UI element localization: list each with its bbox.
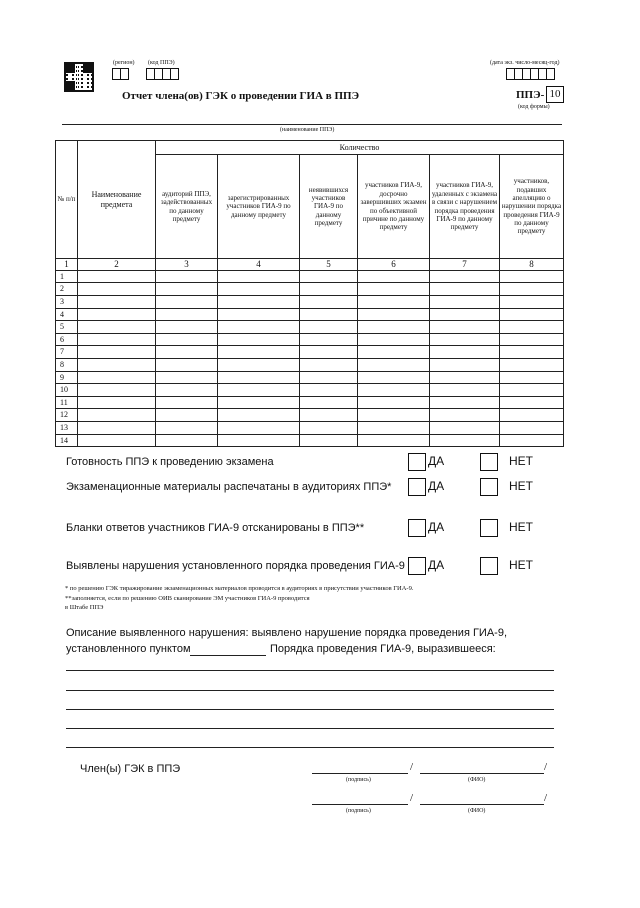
table-cell[interactable] xyxy=(430,346,500,359)
no-checkbox[interactable] xyxy=(480,519,498,537)
table-cell[interactable] xyxy=(500,396,564,409)
qr-code xyxy=(64,62,94,92)
sign-label-2: (подпись) xyxy=(346,808,371,814)
table-row xyxy=(56,308,564,321)
no-label: НЕТ xyxy=(509,479,533,493)
table-cell[interactable] xyxy=(156,371,218,384)
table-cell[interactable] xyxy=(430,434,500,447)
table-row xyxy=(56,283,564,296)
table-row xyxy=(56,295,564,308)
table-cell[interactable] xyxy=(218,333,300,346)
table-cell[interactable] xyxy=(218,346,300,359)
description-line-2[interactable] xyxy=(66,690,554,691)
table-row xyxy=(56,346,564,359)
table-cell[interactable] xyxy=(500,333,564,346)
table-cell[interactable] xyxy=(430,295,500,308)
col-number: 6 xyxy=(358,259,430,271)
no-label: НЕТ xyxy=(509,558,533,572)
table-cell[interactable] xyxy=(358,409,430,422)
table-cell[interactable] xyxy=(358,333,430,346)
row-number: 13 xyxy=(56,421,78,434)
table-cell[interactable] xyxy=(78,270,156,283)
table-cell[interactable] xyxy=(78,295,156,308)
table-cell[interactable] xyxy=(358,283,430,296)
table-row xyxy=(56,396,564,409)
table-cell[interactable] xyxy=(218,434,300,447)
table-cell[interactable] xyxy=(358,371,430,384)
table-cell[interactable] xyxy=(300,333,358,346)
description-line-1[interactable] xyxy=(66,670,554,671)
table-cell[interactable] xyxy=(500,384,564,397)
table-row xyxy=(56,321,564,334)
header-col-5: неявившихся участников ГИА-9 по данному предмету xyxy=(300,155,358,259)
table-row xyxy=(56,333,564,346)
table-cell[interactable] xyxy=(430,396,500,409)
table-cell[interactable] xyxy=(78,371,156,384)
table-cell[interactable] xyxy=(358,384,430,397)
table-row xyxy=(56,384,564,397)
row-number: 9 xyxy=(56,371,78,384)
no-checkbox[interactable] xyxy=(480,478,498,496)
table-cell[interactable] xyxy=(358,358,430,371)
row-number: 7 xyxy=(56,346,78,359)
header-col-6: участников ГИА-9, досрочно завершивших экзамен по объективной причине по данному предмету xyxy=(358,155,430,259)
table-cell[interactable] xyxy=(78,384,156,397)
table-cell[interactable] xyxy=(156,346,218,359)
footnote-2b: в Штабе ППЭ xyxy=(65,604,104,611)
col-number: 1 xyxy=(56,259,78,271)
table-cell[interactable] xyxy=(300,396,358,409)
yes-label: ДА xyxy=(428,520,445,534)
table-cell[interactable] xyxy=(156,333,218,346)
table-row xyxy=(56,434,564,447)
table-cell[interactable] xyxy=(300,283,358,296)
table-cell[interactable] xyxy=(430,333,500,346)
form-code-label: (код формы) xyxy=(518,104,550,110)
header-quantity: Количество xyxy=(156,141,564,155)
footnote-2: **заполняется, если по решению ОИВ сканирование ЭМ участников ГИА-9 проводится xyxy=(65,595,310,602)
yes-checkbox[interactable] xyxy=(408,519,426,537)
table-cell[interactable] xyxy=(358,421,430,434)
table-cell[interactable] xyxy=(430,421,500,434)
table-cell[interactable] xyxy=(218,358,300,371)
col-number: 2 xyxy=(78,259,156,271)
table-cell[interactable] xyxy=(500,434,564,447)
slash: / xyxy=(544,761,548,773)
table-cell[interactable] xyxy=(156,308,218,321)
region-boxes[interactable] xyxy=(112,68,128,80)
table-cell[interactable] xyxy=(358,308,430,321)
table-cell[interactable] xyxy=(500,358,564,371)
table-cell[interactable] xyxy=(218,409,300,422)
date-boxes[interactable] xyxy=(506,68,554,80)
page-title: Отчет члена(ов) ГЭК о проведении ГИА в ППЭ xyxy=(122,90,360,102)
table-row xyxy=(56,371,564,384)
table-cell[interactable] xyxy=(156,295,218,308)
table-cell[interactable] xyxy=(300,358,358,371)
row-number: 4 xyxy=(56,308,78,321)
question-text: Выявлены нарушения установленного порядка проведения ГИА-9 xyxy=(66,560,405,572)
table-cell[interactable] xyxy=(218,384,300,397)
col-number: 5 xyxy=(300,259,358,271)
row-number: 8 xyxy=(56,358,78,371)
slash: / xyxy=(410,761,414,773)
table-cell[interactable] xyxy=(300,409,358,422)
sign-label-1: (подпись) xyxy=(346,777,371,783)
violation-text-2b: Порядка проведения ГИА-9, выразившееся: xyxy=(270,643,496,655)
header-subject: Наименование предмета xyxy=(78,141,156,259)
row-number: 11 xyxy=(56,396,78,409)
slash: / xyxy=(410,792,414,804)
yes-checkbox[interactable] xyxy=(408,453,426,471)
table-row xyxy=(56,409,564,422)
signature-field-2[interactable] xyxy=(312,804,408,805)
gek-members-label: Член(ы) ГЭК в ППЭ xyxy=(80,763,181,775)
question-text: Экзаменационные материалы распечатаны в аудиториях ППЭ* xyxy=(66,481,392,493)
table-cell[interactable] xyxy=(300,346,358,359)
col-number: 4 xyxy=(218,259,300,271)
table-cell[interactable] xyxy=(300,321,358,334)
table-cell[interactable] xyxy=(78,358,156,371)
ppe-code-label: (код ППЭ) xyxy=(148,60,175,66)
table-cell[interactable] xyxy=(430,384,500,397)
table-cell[interactable] xyxy=(500,409,564,422)
header-col-8: участников, подавших апелляцию о нарушении порядка проведения ГИА-9 по данному предмету xyxy=(500,155,564,259)
clause-field[interactable] xyxy=(190,655,266,656)
description-line-4[interactable] xyxy=(66,728,554,729)
table-cell[interactable] xyxy=(500,321,564,334)
name-label-1: (ФИО) xyxy=(468,777,486,783)
violation-text-1: Описание выявленного нарушения: выявлено нарушение порядка проведения ГИА-9, xyxy=(66,627,507,639)
table-cell[interactable] xyxy=(218,283,300,296)
table-cell[interactable] xyxy=(500,283,564,296)
row-number: 5 xyxy=(56,321,78,334)
table-cell[interactable] xyxy=(500,295,564,308)
table-row xyxy=(56,358,564,371)
violation-text-2a: установленного пунктом xyxy=(66,643,191,655)
table-cell[interactable] xyxy=(218,321,300,334)
table-cell[interactable] xyxy=(430,308,500,321)
table-cell[interactable] xyxy=(156,409,218,422)
yes-checkbox[interactable] xyxy=(408,557,426,575)
table-cell[interactable] xyxy=(430,358,500,371)
table-cell[interactable] xyxy=(358,321,430,334)
table-cell[interactable] xyxy=(358,295,430,308)
table-cell[interactable] xyxy=(156,283,218,296)
table-cell[interactable] xyxy=(78,346,156,359)
no-label: НЕТ xyxy=(509,520,533,534)
table-cell[interactable] xyxy=(218,371,300,384)
table-cell[interactable] xyxy=(358,346,430,359)
table-cell[interactable] xyxy=(156,321,218,334)
yes-label: ДА xyxy=(428,558,445,572)
table-cell[interactable] xyxy=(430,270,500,283)
date-label: (дата экз. число-месяц-год) xyxy=(490,60,560,66)
row-number: 6 xyxy=(56,333,78,346)
slash: / xyxy=(544,792,548,804)
row-number: 12 xyxy=(56,409,78,422)
table-cell[interactable] xyxy=(300,371,358,384)
col-number: 7 xyxy=(430,259,500,271)
table-cell[interactable] xyxy=(218,295,300,308)
footnote-1: * по решению ГЭК тиражирование экзаменационных материалов проводится в аудиториях в присутствии участников ГИА-9. xyxy=(65,585,414,592)
table-cell[interactable] xyxy=(500,270,564,283)
row-number: 2 xyxy=(56,283,78,296)
yes-label: ДА xyxy=(428,479,445,493)
table-cell[interactable] xyxy=(430,371,500,384)
table-cell[interactable] xyxy=(218,396,300,409)
table-cell[interactable] xyxy=(218,270,300,283)
table-cell[interactable] xyxy=(430,283,500,296)
description-line-5[interactable] xyxy=(66,747,554,748)
table-cell[interactable] xyxy=(78,396,156,409)
table-cell[interactable] xyxy=(156,358,218,371)
question-text: Бланки ответов участников ГИА-9 отсканированы в ППЭ** xyxy=(66,522,365,534)
table-cell[interactable] xyxy=(78,409,156,422)
table-cell[interactable] xyxy=(156,270,218,283)
table-cell[interactable] xyxy=(300,270,358,283)
table-cell[interactable] xyxy=(300,434,358,447)
table-cell[interactable] xyxy=(300,295,358,308)
ppe-name-label: (наименование ППЭ) xyxy=(280,127,335,133)
table-row xyxy=(56,270,564,283)
name-label-2: (ФИО) xyxy=(468,808,486,814)
table-cell[interactable] xyxy=(358,270,430,283)
table-cell[interactable] xyxy=(430,409,500,422)
form-prefix: ППЭ- xyxy=(516,89,545,101)
no-checkbox[interactable] xyxy=(480,557,498,575)
table-cell[interactable] xyxy=(500,371,564,384)
col-number: 3 xyxy=(156,259,218,271)
row-number: 10 xyxy=(56,384,78,397)
row-number: 3 xyxy=(56,295,78,308)
table-cell[interactable] xyxy=(218,421,300,434)
table-cell[interactable] xyxy=(78,321,156,334)
header-col-4: зарегистрированных участников ГИА-9 по данному предмету xyxy=(218,155,300,259)
table-cell[interactable] xyxy=(156,421,218,434)
no-label: НЕТ xyxy=(509,454,533,468)
description-line-3[interactable] xyxy=(66,709,554,710)
header-col-7: участников ГИА-9, удаленных с экзамена в связи с нарушением порядка проведения ГИА-9 по данному предмету xyxy=(430,155,500,259)
signature-field-1[interactable] xyxy=(312,773,408,774)
table-row xyxy=(56,421,564,434)
name-field-2[interactable] xyxy=(420,804,544,805)
table-cell[interactable] xyxy=(430,321,500,334)
table-cell[interactable] xyxy=(300,384,358,397)
table-cell[interactable] xyxy=(78,333,156,346)
table-cell[interactable] xyxy=(358,396,430,409)
table-cell[interactable] xyxy=(300,308,358,321)
table-cell[interactable] xyxy=(358,434,430,447)
yes-label: ДА xyxy=(428,454,445,468)
region-label: (регион) xyxy=(113,60,135,66)
table-cell[interactable] xyxy=(500,346,564,359)
row-number: 1 xyxy=(56,270,78,283)
table-cell[interactable] xyxy=(500,421,564,434)
subjects-table xyxy=(55,140,564,447)
form-number: 10 xyxy=(546,86,564,103)
ppe-code-boxes[interactable] xyxy=(146,68,178,80)
table-cell[interactable] xyxy=(156,434,218,447)
header-col-3: аудиторий ППЭ, задействованных по данному предмету xyxy=(156,155,218,259)
ppe-name-line[interactable] xyxy=(62,124,562,125)
table-cell[interactable] xyxy=(500,308,564,321)
table-cell[interactable] xyxy=(218,308,300,321)
header-no: № п/п xyxy=(56,141,78,259)
table-cell[interactable] xyxy=(300,421,358,434)
table-cell[interactable] xyxy=(156,396,218,409)
question-text: Готовность ППЭ к проведению экзамена xyxy=(66,456,274,468)
row-number: 14 xyxy=(56,434,78,447)
table-cell[interactable] xyxy=(78,308,156,321)
table-cell[interactable] xyxy=(78,421,156,434)
col-number: 8 xyxy=(500,259,564,271)
yes-checkbox[interactable] xyxy=(408,478,426,496)
table-cell[interactable] xyxy=(78,283,156,296)
table-cell[interactable] xyxy=(156,384,218,397)
no-checkbox[interactable] xyxy=(480,453,498,471)
name-field-1[interactable] xyxy=(420,773,544,774)
table-cell[interactable] xyxy=(78,434,156,447)
